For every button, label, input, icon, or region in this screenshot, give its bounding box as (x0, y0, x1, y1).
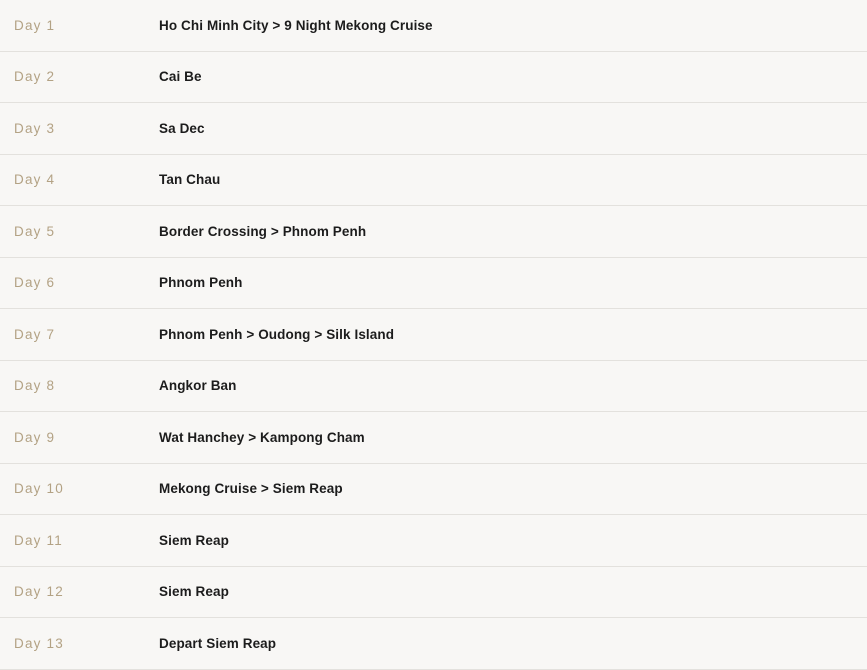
itinerary-day-row[interactable] (0, 155, 867, 207)
day-title: Ho Chi Minh City > 9 Night Mekong Cruise (159, 17, 433, 33)
day-number-label: Day 7 (14, 326, 56, 342)
day-title: Phnom Penh > Oudong > Silk Island (159, 326, 395, 342)
itinerary-day-row[interactable] (0, 464, 867, 516)
itinerary-day-row[interactable] (0, 309, 867, 361)
day-number-label: Day 8 (14, 378, 56, 394)
day-title: Border Crossing > Phnom Penh (159, 223, 367, 239)
day-title: Cai Be (159, 69, 202, 85)
itinerary-day-row[interactable] (0, 567, 867, 619)
day-title: Phnom Penh (159, 275, 243, 291)
day-number-label: Day 12 (14, 584, 64, 600)
day-number-label: Day 1 (14, 17, 56, 33)
day-title: Siem Reap (159, 532, 229, 548)
day-number-label: Day 3 (14, 120, 56, 136)
itinerary-day-row[interactable] (0, 361, 867, 413)
day-title: Depart Siem Reap (159, 635, 277, 651)
day-number-label: Day 6 (14, 275, 56, 291)
itinerary-day-row[interactable] (0, 103, 867, 155)
day-title: Angkor Ban (159, 378, 237, 394)
day-title: Siem Reap (159, 584, 229, 600)
itinerary-day-row[interactable] (0, 412, 867, 464)
itinerary-day-row[interactable] (0, 618, 867, 670)
day-title: Sa Dec (159, 120, 205, 136)
day-title: Mekong Cruise > Siem Reap (159, 481, 343, 497)
itinerary-day-row[interactable] (0, 258, 867, 310)
day-number-label: Day 9 (14, 429, 56, 445)
itinerary-day-row[interactable] (0, 52, 867, 104)
day-number-label: Day 11 (14, 532, 63, 548)
day-number-label: Day 5 (14, 223, 56, 239)
day-number-label: Day 13 (14, 635, 64, 651)
day-number-label: Day 10 (14, 481, 64, 497)
day-number-label: Day 4 (14, 172, 56, 188)
itinerary-day-row[interactable] (0, 0, 867, 52)
day-title: Tan Chau (159, 172, 221, 188)
itinerary-day-row[interactable] (0, 515, 867, 567)
itinerary-day-row[interactable] (0, 206, 867, 258)
day-number-label: Day 2 (14, 69, 56, 85)
day-title: Wat Hanchey > Kampong Cham (159, 429, 365, 445)
